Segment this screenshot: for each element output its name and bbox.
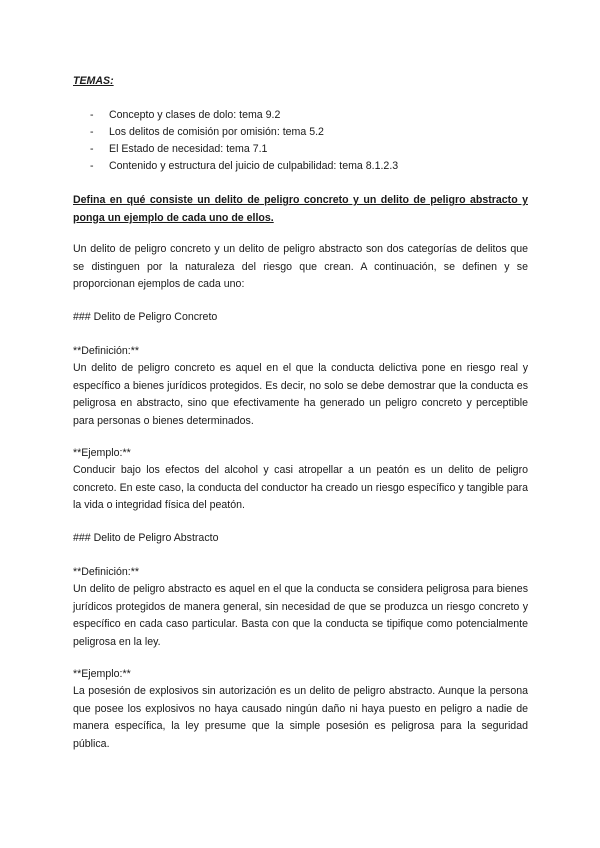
topic-text: Contenido y estructura del juicio de culpabilidad: tema 8.1.2.3 [109, 160, 399, 172]
topic-text: Los delitos de comisión por omisión: tema 5.2 [109, 126, 324, 138]
example-text: La posesión de explosivos sin autorización es un delito de peligro abstracto. Aunque la persona que posee los explosivos no haya causado ningún daño ni haya puesto en peligro a nadie de manera específica, la ley presume que la simple posesión es peligrosa para la seguridad pública. [73, 685, 528, 750]
topic-item [90, 124, 324, 142]
definition-label: **Definición:** [73, 566, 139, 578]
example-label: **Ejemplo:** [73, 447, 131, 459]
example-text: Conducir bajo los efectos del alcohol y casi atropellar a un peatón es un delito de peligro concreto. En este caso, la conducta del conductor ha creado un riesgo específico y tangible para la vida o integridad física del peatón. [73, 464, 528, 512]
definition-label: **Definición:** [73, 345, 139, 357]
definition-text: Un delito de peligro abstracto es aquel en el que la conducta se considera peligrosa para bienes jurídicos protegidos de manera general, sin necesidad de que se produzca un riesgo concreto y específico en cada caso particular. Basta con que la conducta se tipifique como potencialmente peligrosa en la ley. [73, 583, 528, 648]
question-heading: Defina en qué consiste un delito de peligro concreto y un delito de peligro abstracto y ponga un ejemplo de cada uno de ellos. [73, 194, 528, 224]
intro-paragraph: Un delito de peligro concreto y un delito de peligro abstracto son dos categorías de delitos que se distinguen por la naturaleza del riesgo que crean. A continuación, se definen y se proporcionan ejemplos de cada uno: [73, 243, 528, 291]
bullet-dash: - [90, 143, 94, 155]
topic-item [90, 141, 267, 159]
section-heading-concreto: ### Delito de Peligro Concreto [73, 311, 218, 323]
section-heading-abstracto: ### Delito de Peligro Abstracto [73, 532, 219, 544]
topic-text: El Estado de necesidad: tema 7.1 [109, 143, 268, 155]
bullet-dash: - [90, 126, 94, 138]
topic-item [90, 107, 280, 125]
temas-title: TEMAS: [73, 75, 114, 87]
example-label: **Ejemplo:** [73, 668, 131, 680]
bullet-dash: - [90, 109, 94, 121]
bullet-dash: - [90, 160, 94, 172]
topic-item [90, 158, 398, 176]
topic-text: Concepto y clases de dolo: tema 9.2 [109, 109, 281, 121]
definition-text: Un delito de peligro concreto es aquel en el que la conducta delictiva pone en riesgo real y específico a bienes jurídicos protegidos. Es decir, no solo se debe demostrar que la conducta es peligrosa en abstracto, sino que efectivamente ha generado un peligro concreto y perceptible para personas o bienes determinados. [73, 362, 528, 427]
